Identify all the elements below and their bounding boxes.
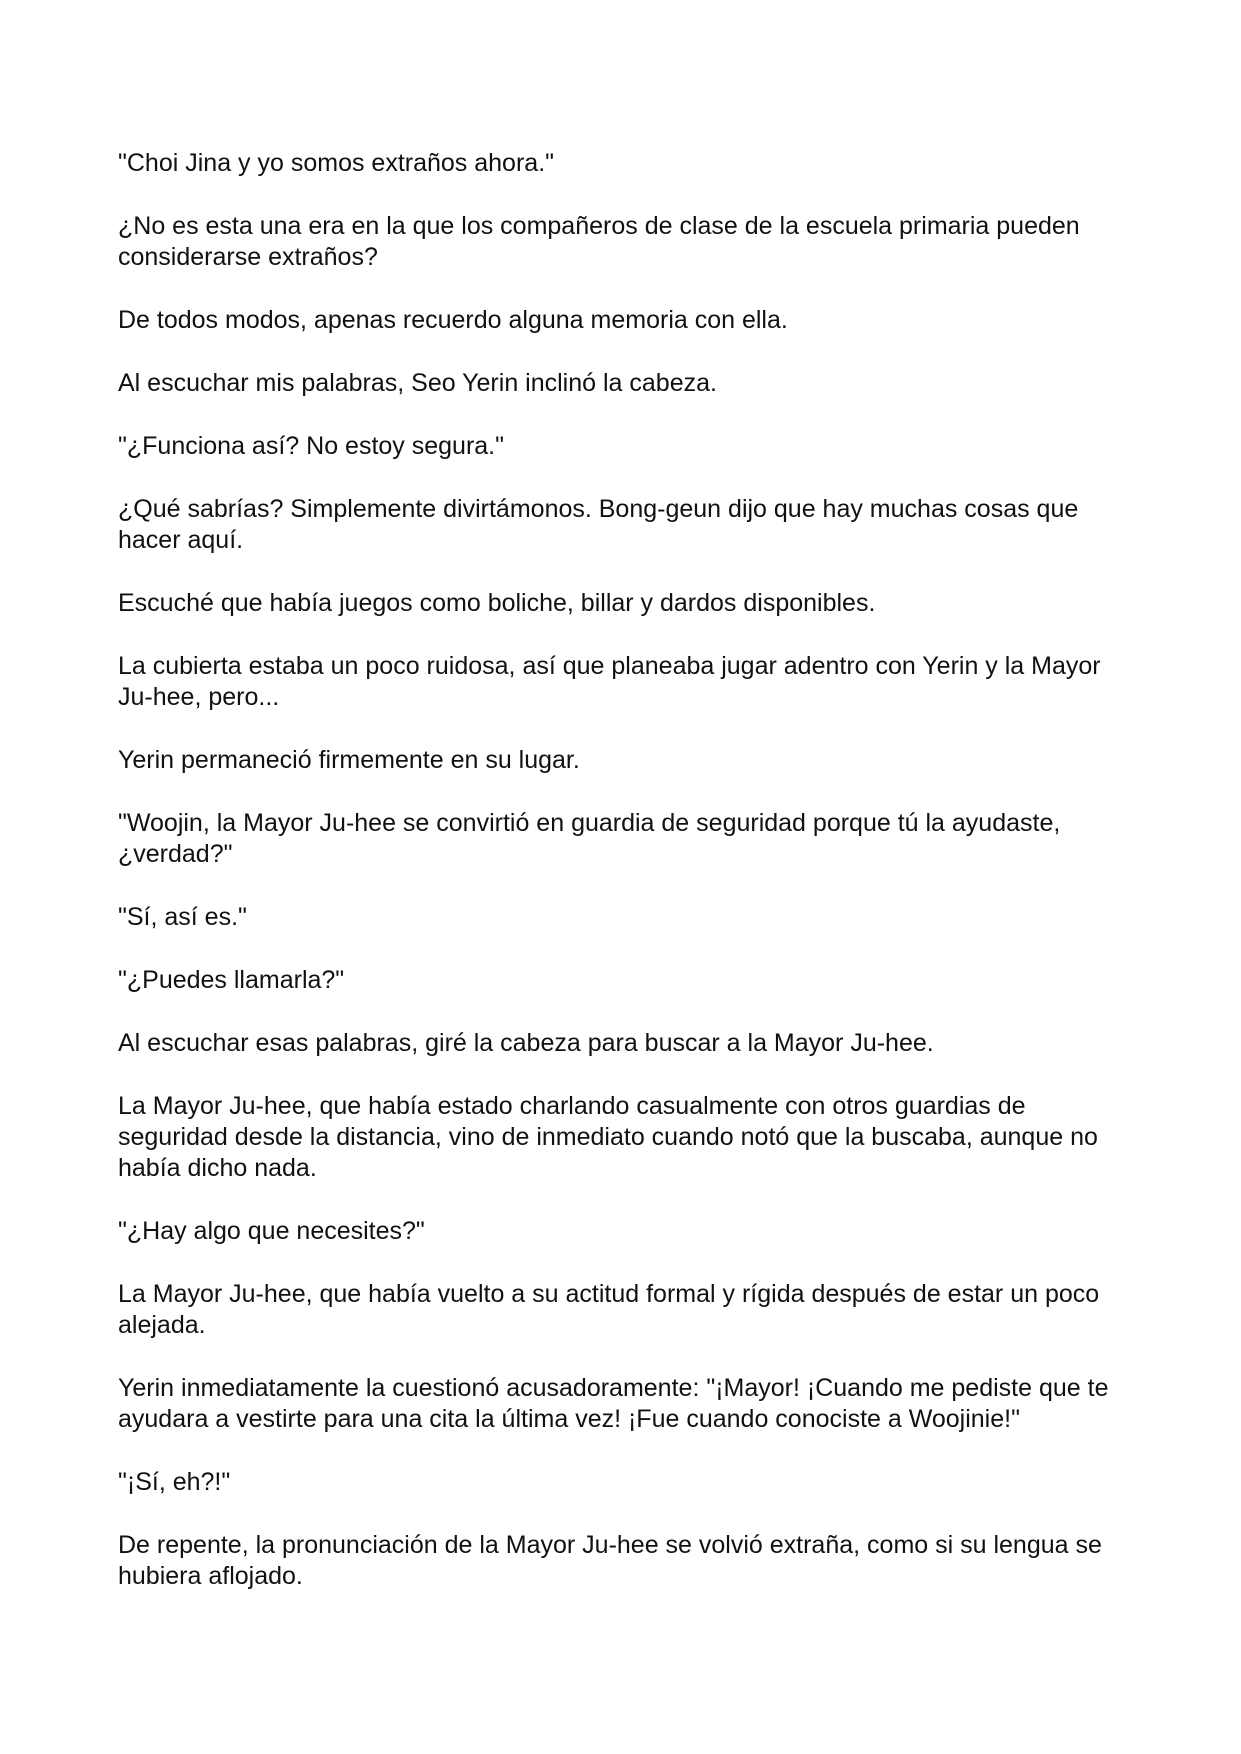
paragraph-16: La Mayor Ju-hee, que había vuelto a su actitud formal y rígida después de estar un poco alejada. bbox=[118, 1280, 1100, 1339]
paragraph-8: La cubierta estaba un poco ruidosa, así que planeaba jugar adentro con Yerin y la Mayor Ju-hee, pero... bbox=[118, 652, 1101, 711]
paragraph-3: De todos modos, apenas recuerdo alguna memoria con ella. bbox=[118, 306, 788, 334]
paragraph-10: "Woojin, la Mayor Ju-hee se convirtió en guardia de seguridad porque tú la ayudaste, ¿verdad?" bbox=[118, 809, 1061, 868]
paragraph-13: Al escuchar esas palabras, giré la cabeza para buscar a la Mayor Ju-hee. bbox=[118, 1029, 934, 1057]
paragraph-4: Al escuchar mis palabras, Seo Yerin inclinó la cabeza. bbox=[118, 369, 717, 397]
document-body bbox=[118, 148, 1128, 1624]
paragraph-2: ¿No es esta una era en la que los compañeros de clase de la escuela primaria pueden considerarse extraños? bbox=[118, 212, 1080, 271]
paragraph-6: ¿Qué sabrías? Simplemente divirtámonos. Bong-geun dijo que hay muchas cosas que hacer aquí. bbox=[118, 495, 1079, 554]
paragraph-1: "Choi Jina y yo somos extraños ahora." bbox=[118, 149, 555, 177]
paragraph-18: "¡Sí, eh?!" bbox=[118, 1468, 231, 1496]
paragraph-7: Escuché que había juegos como boliche, billar y dardos disponibles. bbox=[118, 589, 876, 617]
paragraph-9: Yerin permaneció firmemente en su lugar. bbox=[118, 746, 580, 774]
paragraph-15: "¿Hay algo que necesites?" bbox=[118, 1217, 425, 1245]
paragraph-5: "¿Funciona así? No estoy segura." bbox=[118, 432, 504, 460]
paragraph-11: "Sí, así es." bbox=[118, 903, 247, 931]
paragraph-17: Yerin inmediatamente la cuestionó acusadoramente: "¡Mayor! ¡Cuando me pediste que te ayudara a vestirte para una cita la última vez! ¡Fue cuando conociste a Woojinie!" bbox=[118, 1374, 1109, 1433]
paragraph-19: De repente, la pronunciación de la Mayor Ju-hee se volvió extraña, como si su lengua se hubiera aflojado. bbox=[118, 1531, 1102, 1590]
paragraph-12: "¿Puedes llamarla?" bbox=[118, 966, 345, 994]
paragraph-14: La Mayor Ju-hee, que había estado charlando casualmente con otros guardias de seguridad desde la distancia, vino de inmediato cuando notó que la buscaba, aunque no había dicho nada. bbox=[118, 1092, 1098, 1182]
